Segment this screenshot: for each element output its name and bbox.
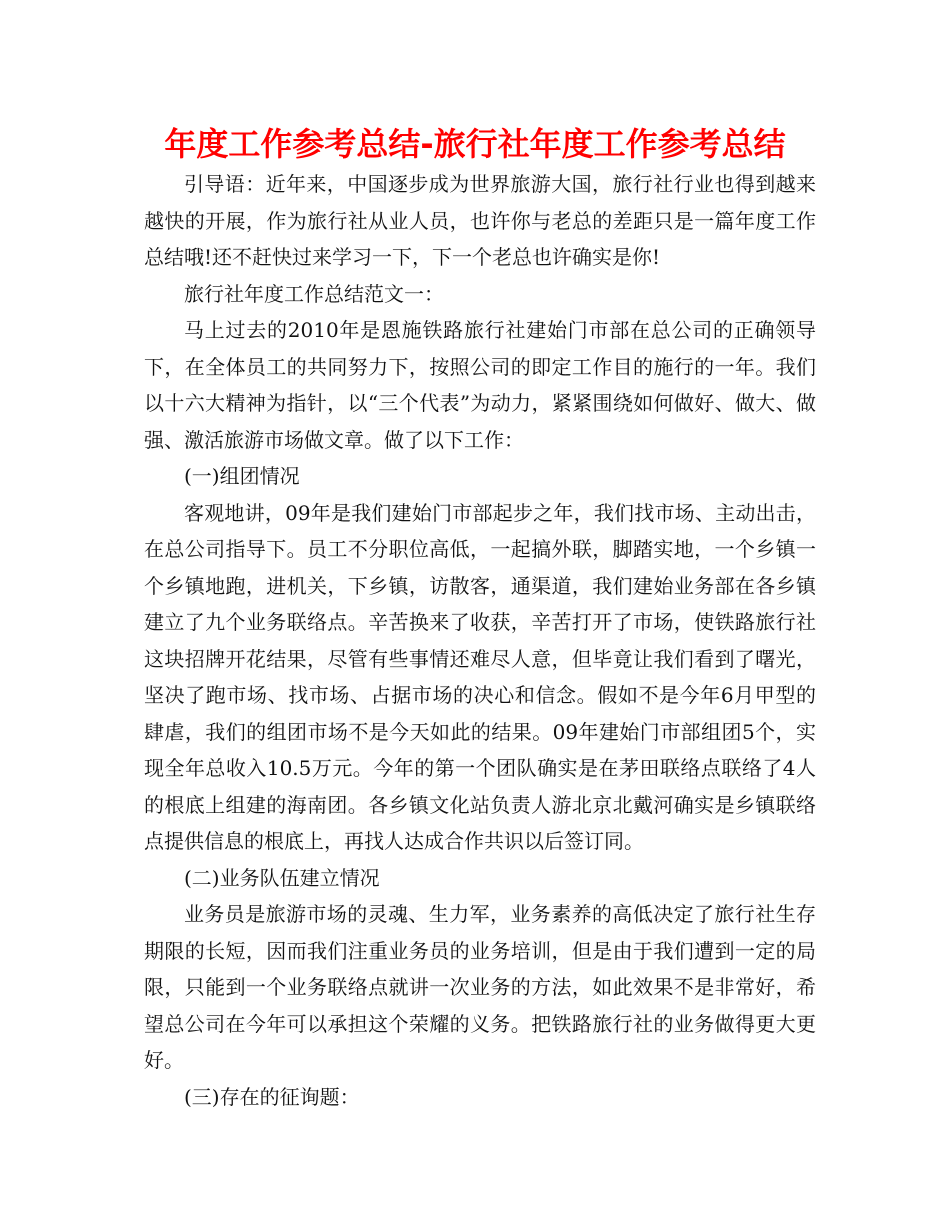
team-building-paragraph: 业务员是旅游市场的灵魂、生力军，业务素养的高低决定了旅行社生存期限的长短，因而我们注重业务员的业务培训，但是由于我们遭到一定的局限，只能到一个业务联络点就讲一次业务的方法，如此效果不是非常好，希望总公司在今年可以承担这个荣耀的义务。把铁路旅行社的业务做得更大更好。: [144, 902, 816, 1072]
overview-paragraph: 马上过去的2010年是恩施铁路旅行社建始门市部在总公司的正确领导下，在全体员工的共同努力下，按照公司的即定工作目的施行的一年。我们以十六大精神为指针，以“三个代表”为动力，紧紧围绕如何做好、做大、做强、激活旅游市场做文章。做了以下工作：: [144, 318, 816, 452]
document-body: [144, 166, 816, 1115]
sample-heading: 旅行社年度工作总结范文一：: [184, 281, 444, 306]
section-heading-issues: (三)存在的征询题：: [184, 1084, 360, 1109]
section-heading-group-tours: (一)组团情况: [184, 464, 300, 488]
intro-paragraph: 引导语：近年来，中国逐步成为世界旅游大国，旅行社行业也得到越来越快的开展，作为旅行社从业人员，也许你与老总的差距只是一篇年度工作总结哦!还不赶快过来学习一下，下一个老总也许确实是你!: [144, 172, 816, 269]
document-title: 年度工作参考总结-旅行社年度工作参考总结: [164, 125, 786, 163]
group-tours-paragraph: 客观地讲，09年是我们建始门市部起步之年，我们找市场、主动出击，在总公司指导下。员工不分职位高低，一起搞外联，脚踏实地，一个乡镇一个乡镇地跑，进机关，下乡镇，访散客，通渠道，我们建始业务部在各乡镇建立了九个业务联络点。辛苦换来了收获，辛苦打开了市场，使铁路旅行社这块招牌开花结果，尽管有些事情还难尽人意，但毕竟让我们看到了曙光，坚决了跑市场、找市场、占据市场的决心和信念。假如不是今年6月甲型的肆虐，我们的组团市场不是今天如此的结果。09年建始门市部组团5个，实现全年总收入10.5万元。今年的第一个团队确实是在茅田联络点联络了4人的根底上组建的海南团。各乡镇文化站负责人游北京北戴河确实是乡镇联络点提供信息的根底上，再找人达成合作共识以后签订同。: [144, 500, 816, 853]
section-heading-team-building: (二)业务队伍建立情况: [184, 865, 380, 890]
